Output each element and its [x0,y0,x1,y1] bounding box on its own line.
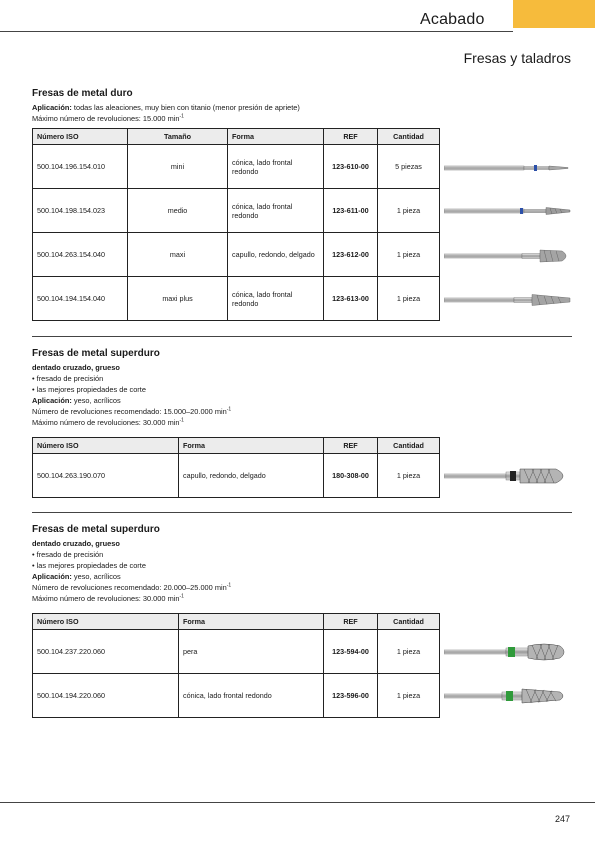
speed-line [32,593,572,604]
table-row [33,277,440,321]
table-row [33,674,440,718]
product-table [32,437,440,498]
column-header: Tamaño [128,129,228,145]
column-header: Número ISO [33,614,179,630]
section-divider [32,512,572,513]
qty-cell: 1 pieza [378,454,440,498]
qty-cell: 1 pieza [378,277,440,321]
ref-cell: 123-610-00 [324,145,378,189]
iso-cell: 500.104.194.154.040 [33,277,128,321]
column-header: Cantidad [378,614,440,630]
product-table [32,613,440,718]
section-superhard-burs-1 [32,348,572,480]
column-header: Cantidad [378,129,440,145]
column-header: Forma [179,438,324,454]
column-header: Número ISO [33,438,179,454]
shape-cell: pera [179,630,324,674]
ref-cell: 123-612-00 [324,233,378,277]
product-table [32,128,440,321]
iso-cell: 500.104.237.220.060 [33,630,179,674]
column-header: Cantidad [378,438,440,454]
shape-cell: cónica, lado frontal redondo [228,277,324,321]
bur-image-maxi [444,246,574,266]
qty-cell: 1 pieza [378,630,440,674]
speed-unit-exponent: -1 [226,582,232,589]
bur-image-superhard-capullo [444,464,574,488]
application-label: Aplicación: [32,103,72,112]
chapter-title: Acabado [420,11,485,28]
speed-line [32,113,572,124]
speed-text: Máximo número de revoluciones: 30.000 min [32,594,180,603]
bullet-item: • fresado de precisión [32,374,104,383]
section-superhard-burs-2 [32,524,572,700]
application-line [32,395,572,406]
table-header-row [33,129,440,145]
ref-cell: 123-596-00 [324,674,378,718]
ref-cell: 180-308-00 [324,454,378,498]
shape-cell: cónica, lado frontal redondo [179,674,324,718]
column-header: Forma [179,614,324,630]
bur-image-conica [444,684,574,708]
section-subtitle: dentado cruzado, grueso [32,363,120,372]
ref-cell: 123-594-00 [324,630,378,674]
shape-cell: cónica, lado frontal redondo [228,189,324,233]
speed-unit-exponent: -1 [179,113,184,120]
speed-text: Número de revoluciones recomendado: 20.000–25.000 min [32,583,227,592]
section-subtitle: dentado cruzado, grueso [32,539,120,548]
table-header-row [33,438,440,454]
table-row [33,145,440,189]
header-rule [0,31,513,32]
iso-cell: 500.104.194.220.060 [33,674,179,718]
speed-line [32,582,572,593]
iso-cell: 500.104.263.154.040 [33,233,128,277]
table-row [33,233,440,277]
application-label: Aplicación: [32,396,72,405]
bullet-item: • fresado de precisión [32,550,104,559]
application-text: yeso, acrílicos [73,396,121,405]
page-subtitle: Fresas y taladros [463,50,571,66]
speed-unit-exponent: -1 [226,406,232,413]
page-header [0,0,595,30]
bullet-text: fresado de precisión [36,374,104,383]
iso-cell: 500.104.198.154.023 [33,189,128,233]
application-label: Aplicación: [32,572,72,581]
bullet-text: las mejores propiedades de corte [36,385,146,394]
speed-line [32,406,572,417]
column-header: Número ISO [33,129,128,145]
qty-cell: 5 piezas [378,145,440,189]
column-header: REF [324,438,378,454]
qty-cell: 1 pieza [378,189,440,233]
section-title: Fresas de metal superduro [32,348,160,359]
shape-cell: capullo, redondo, delgado [179,454,324,498]
chapter-tab [513,0,595,28]
speed-unit-exponent: -1 [179,417,184,424]
application-text: todas las aleaciones, muy bien con titanio (menor presión de apriete) [73,103,300,112]
size-cell: mini [128,145,228,189]
qty-cell: 1 pieza [378,233,440,277]
footer-rule [0,802,595,803]
shape-cell: capullo, redondo, delgado [228,233,324,277]
table-header-row [33,614,440,630]
speed-text: Máximo número de revoluciones: 30.000 min [32,418,180,427]
section-title: Fresas de metal duro [32,88,133,99]
speed-text: Número de revoluciones recomendado: 15.000–20.000 min [32,407,227,416]
bur-image-pera [444,640,574,664]
size-cell: medio [128,189,228,233]
application-line [32,102,572,113]
bur-image-medio [444,203,574,219]
size-cell: maxi plus [128,277,228,321]
shape-cell: cónica, lado frontal redondo [228,145,324,189]
ref-cell: 123-613-00 [324,277,378,321]
iso-cell: 500.104.263.190.070 [33,454,179,498]
column-header: Forma [228,129,324,145]
section-divider [32,336,572,337]
speed-text: Máximo número de revoluciones: 15.000 min [32,114,180,123]
page-number: 247 [554,814,570,824]
bullet-item: • las mejores propiedades de corte [32,385,146,394]
ref-cell: 123-611-00 [324,189,378,233]
application-text: yeso, acrílicos [73,572,121,581]
bur-image-maxi-plus [444,290,574,310]
section-carbide-burs [32,88,572,308]
section-title: Fresas de metal superduro [32,524,160,535]
speed-unit-exponent: -1 [179,593,184,600]
bullet-item: • las mejores propiedades de corte [32,561,146,570]
application-line [32,571,572,582]
table-row [33,630,440,674]
qty-cell: 1 pieza [378,674,440,718]
bullet-text: las mejores propiedades de corte [36,561,146,570]
table-row [33,189,440,233]
bullet-text: fresado de precisión [36,550,104,559]
column-header: REF [324,614,378,630]
table-row [33,454,440,498]
speed-line [32,417,572,428]
size-cell: maxi [128,233,228,277]
column-header: REF [324,129,378,145]
iso-cell: 500.104.196.154.010 [33,145,128,189]
bur-image-mini [444,160,574,176]
